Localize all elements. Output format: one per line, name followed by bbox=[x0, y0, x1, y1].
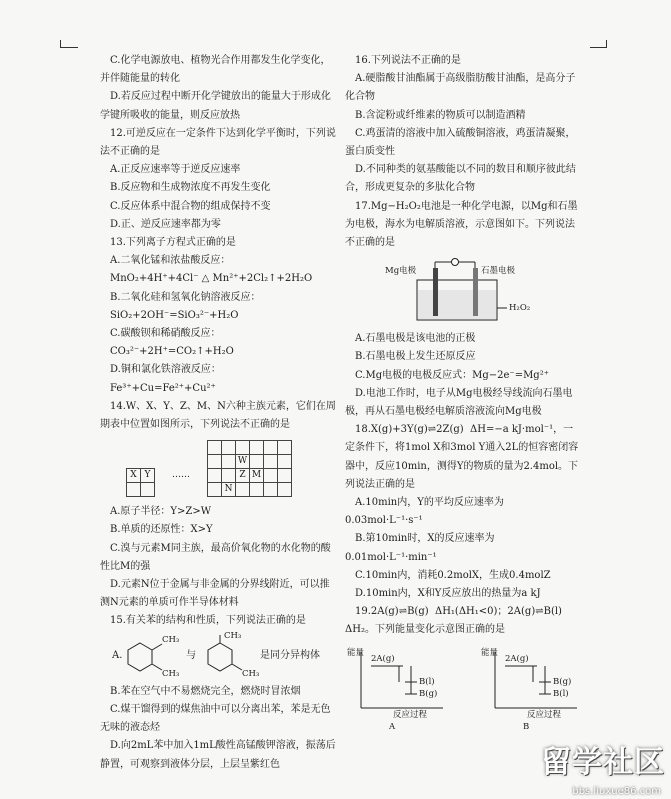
cell-w: W bbox=[236, 455, 250, 469]
cell bbox=[141, 483, 155, 497]
equation: CO₃²⁻+2H⁺=CO₂↑+H₂O bbox=[110, 346, 234, 358]
cell bbox=[278, 469, 292, 483]
right-column bbox=[345, 52, 581, 732]
option-b: B.苯在空气中不易燃烧完全，燃烧时冒浓烟 bbox=[110, 685, 301, 697]
cell bbox=[264, 469, 278, 483]
option-c: C.溴与元素M同主族，最高价氧化物的水化物的酸性比M的强 bbox=[100, 542, 331, 572]
process-axis-label: 反应过程 bbox=[527, 709, 562, 720]
equation: SiO₂+2OH⁻=SiO₃²⁻+H₂O bbox=[110, 309, 239, 321]
option-d: D.不同种类的氨基酸能以不同的数目和顺序彼此结合，形成更复杂的多肽化合物 bbox=[345, 164, 576, 194]
text-line: D.若反应过程中断开化学键放出的能量大于形成化学键所吸收的能量，则反应放热 bbox=[100, 91, 331, 121]
cell-dots: …… bbox=[172, 470, 190, 481]
cell-z: Z bbox=[236, 469, 250, 483]
option-b: B.单质的还原性：X>Y bbox=[110, 524, 213, 536]
cell bbox=[264, 483, 278, 497]
process-axis-label: 反应过程 bbox=[393, 709, 428, 720]
reactant-level-label: 2A(g) bbox=[505, 653, 529, 664]
cell bbox=[264, 455, 278, 469]
option-b: B.反应物和生成物浓度不再发生变化 bbox=[110, 182, 271, 194]
question-17: 17.Mg−H₂O₂电池是一种化学电源，以Mg和石墨为电极，海水为电解质溶液，示意图如下。下列说法不正确的是 bbox=[345, 200, 578, 249]
battery-cell-diagram bbox=[385, 258, 535, 324]
cell bbox=[208, 455, 222, 469]
option-c: C.反应体系中混合物的组成保持不变 bbox=[110, 200, 271, 212]
diagram-caption: B bbox=[523, 721, 530, 732]
option-b: B.二氧化硅和氢氧化钠溶液反应： bbox=[110, 291, 261, 303]
energy-axis-label: 能量 bbox=[347, 647, 365, 658]
cell bbox=[278, 483, 292, 497]
cell bbox=[208, 441, 222, 455]
cell bbox=[222, 455, 236, 469]
option-d: D.10min内，X和Y反应放出的热量为a kJ bbox=[355, 588, 541, 600]
energy-diagram-b bbox=[481, 646, 581, 732]
cell bbox=[208, 469, 222, 483]
option-d: D.铜和氯化铁溶液反应： bbox=[110, 364, 221, 376]
equation: MnO₂+4H⁺+4Cl⁻ △ Mn²⁺+2Cl₂↑+2H₂O bbox=[110, 273, 313, 285]
cell bbox=[264, 441, 278, 455]
crop-mark bbox=[60, 47, 78, 48]
question-19: 19.2A(g)⇌B(g) ΔH₁(ΔH₁<0)；2A(g)⇌B(l) ΔH₂。下列能量变化示意图正确的是 bbox=[345, 606, 569, 636]
energy-axis-label: 能量 bbox=[481, 647, 499, 658]
left-column bbox=[100, 52, 336, 774]
option-d: D.元素N位于金属与非金属的分界线附近，可以推测N元素的单质可作半导体材料 bbox=[100, 579, 330, 609]
option-d: D.向2mL苯中加入1mL酸性高锰酸钾溶液，振荡后静置，可观察到液体分层，上层呈紫红色 bbox=[100, 740, 336, 770]
option-d: D.电池工作时，电子从Mg电极经导线流向石墨电极，再从石墨电极经电解质溶液流向Mg电极 bbox=[345, 387, 573, 418]
option-c: C.Mg电极的电极反应式：Mg−2e⁻=Mg²⁺ bbox=[355, 369, 549, 381]
cell bbox=[222, 441, 236, 455]
option-a: A.二氧化锰和浓盐酸反应： bbox=[110, 255, 231, 267]
reactant-level-label: 2A(g) bbox=[371, 653, 395, 664]
cell-m: M bbox=[250, 469, 264, 483]
cell-x: X bbox=[127, 469, 141, 483]
mg-electrode-label: Mg电极 bbox=[385, 266, 417, 277]
connector-word: 与 bbox=[186, 649, 196, 661]
crop-mark bbox=[590, 47, 607, 48]
cell bbox=[250, 441, 264, 455]
cell bbox=[236, 483, 250, 497]
option-b: B.石墨电极上发生还原反应 bbox=[355, 351, 476, 363]
q15-structures bbox=[100, 631, 336, 683]
cell bbox=[278, 455, 292, 469]
option-c: C.10min内，消耗0.2molX，生成0.4molZ bbox=[355, 569, 551, 581]
option-d: D.正、逆反应速率都为零 bbox=[110, 218, 221, 230]
isomer-statement: 是同分异构体 bbox=[260, 649, 320, 661]
energy-diagrams bbox=[347, 646, 581, 732]
question-15: 15.有关苯的结构和性质，下列说法正确的是 bbox=[110, 615, 306, 627]
option-a: A.10min内，Y的平均反应速率为0.03mol·L⁻¹·s⁻¹ bbox=[345, 497, 504, 527]
graphite-electrode-label: 石墨电极 bbox=[481, 266, 516, 277]
question-18: 18.X(g)+3Y(g)⇌2Z(g) ΔH=−a kJ·mol⁻¹，一定条件下，将1mol X和3mol Y通入2L的恒容密闭容器中，反应10min，测得Y的物质的量为2.4mol。下列说法正确的是 bbox=[345, 424, 579, 490]
option-b: B.含淀粉或纤维素的物质可以制造酒精 bbox=[355, 109, 526, 121]
question-13: 13.下列离子方程式正确的是 bbox=[110, 237, 236, 249]
option-c: C.碳酸钡和稀硝酸反应： bbox=[110, 328, 221, 340]
cell bbox=[250, 455, 264, 469]
equation: Fe³⁺+Cu=Fe²⁺+Cu²⁺ bbox=[110, 382, 216, 394]
periodic-table-fragment bbox=[126, 440, 292, 497]
methyl-label: CH₃ bbox=[242, 668, 260, 679]
cell bbox=[236, 441, 250, 455]
product-level-label: B(l) bbox=[419, 676, 435, 687]
text-line: C.化学电源放电、植物光合作用都发生化学变化，并伴随能量的转化 bbox=[100, 55, 331, 85]
option-a: A.硬脂酸甘油酯属于高级脂肪酸甘油酯，是高分子化合物 bbox=[345, 73, 576, 103]
option-a-label: A. bbox=[112, 649, 123, 661]
option-a: A.原子半径：Y>Z>W bbox=[110, 506, 211, 518]
question-16: 16.下列说法不正确的是 bbox=[355, 55, 461, 66]
methyl-label: CH₃ bbox=[162, 668, 180, 679]
methyl-label: CH₃ bbox=[224, 630, 242, 641]
cell bbox=[222, 469, 236, 483]
option-c: C.鸡蛋清的溶液中加入硫酸铜溶液，鸡蛋清凝聚，蛋白质变性 bbox=[345, 127, 576, 158]
product-level-label: B(l) bbox=[553, 688, 569, 699]
methyl-label: CH₃ bbox=[162, 634, 180, 645]
cell bbox=[278, 441, 292, 455]
option-a: A.正反应速率等于逆反应速率 bbox=[110, 164, 241, 176]
product-level-label: B(g) bbox=[553, 676, 572, 687]
question-12: 12.可逆反应在一定条件下达到化学平衡时，下列说法不正确的是 bbox=[100, 127, 336, 158]
cell bbox=[250, 483, 264, 497]
cell-y: Y bbox=[141, 469, 155, 483]
site-url-watermark: bbs.liuxue86.com bbox=[572, 786, 661, 797]
product-level-label: B(g) bbox=[419, 688, 438, 699]
diagram-caption: A bbox=[389, 721, 396, 732]
site-logo-watermark: 留学社区 bbox=[541, 745, 665, 780]
cell bbox=[208, 483, 222, 497]
cell-n: N bbox=[222, 483, 236, 497]
question-14: 14.W、X、Y、Z、M、N六种主族元素，它们在周期表中位置如图所示，下列说法不正确的是 bbox=[100, 400, 336, 431]
option-c: C.煤干馏得到的煤焦油中可以分离出苯，苯是无色无味的液态烃 bbox=[100, 703, 331, 734]
h2o2-label: H₂O₂ bbox=[509, 303, 531, 314]
cell bbox=[127, 483, 141, 497]
option-b: B.第10min时，X的反应速率为0.01mol·L⁻¹·min⁻¹ bbox=[345, 533, 495, 563]
energy-diagram-a bbox=[347, 646, 447, 732]
option-a: A.石墨电极是该电池的正极 bbox=[355, 333, 476, 345]
